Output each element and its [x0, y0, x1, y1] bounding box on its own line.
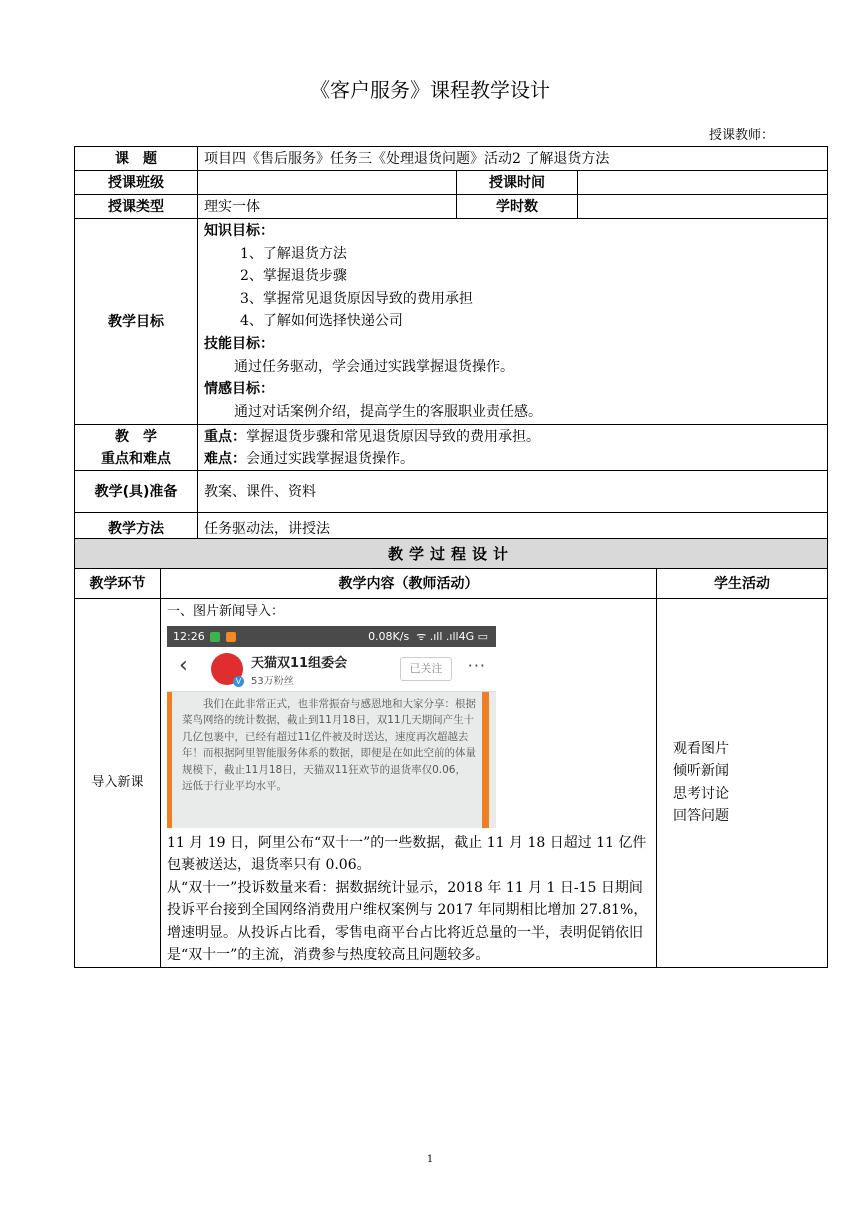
keypoints-label — [75, 425, 198, 471]
keypoints-cell — [198, 425, 828, 471]
knowledge-item: 1、了解退货方法 — [240, 245, 347, 262]
student-activity: 倾听新闻 — [673, 763, 729, 780]
hours-label: 学时数 — [457, 195, 578, 219]
topic-label: 课 题 — [75, 147, 198, 171]
emotion-text: 通过对话案例介绍，提高学生的客服职业责任感。 — [234, 403, 542, 420]
fans-count: 53万粉丝 — [251, 675, 294, 687]
knowledge-item: 3、掌握常见退货原因导致的费用承担 — [240, 290, 473, 307]
back-icon[interactable]: ‹ — [179, 652, 188, 678]
account-name: 天猫双11组委会 — [251, 655, 348, 671]
follow-button[interactable]: 已关注 — [400, 657, 452, 681]
type-label: 授课类型 — [75, 195, 198, 219]
method-value: 任务驱动法，讲授法 — [198, 513, 828, 545]
keypoints-label-line1: 教 学 — [115, 428, 157, 445]
knowledge-item: 4、了解如何选择快递公司 — [240, 313, 403, 330]
objectives-label: 教学目标 — [75, 219, 198, 425]
process-banner: 教学过程设计 — [75, 539, 828, 569]
course-info-table — [74, 146, 828, 545]
teacher-label: 授课教师： — [708, 128, 774, 143]
time-label: 授课时间 — [457, 171, 578, 195]
difficulty-head: 难点： — [204, 450, 246, 467]
topic-value: 项目四《售后服务》任务三《处理退货问题》活动2 了解退货方法 — [198, 147, 828, 171]
account-header — [167, 647, 496, 692]
col-student-header: 学生活动 — [657, 569, 828, 599]
student-activity: 思考讨论 — [673, 785, 729, 802]
col-stage-header: 教学环节 — [75, 569, 161, 599]
content-cell — [161, 599, 657, 968]
news-paragraph-2: 从“双十一”投诉数量来看：据数据统计显示，2018 年 11 月 1 日-15 日期间投诉平台接到全国网络消费用户维权案例与 2017 年同期相比增加 27.81%，增速明显。从投诉占比看，零售电商平台占比将近总量的一半，表明促销依旧是“双十一”的主流，消费参与热度较高且问题较多。 — [167, 879, 648, 963]
post-text: 我们在此非常正式，也非常振奋与感恩地和大家分享：根据菜鸟网络的统计数据，截止到11月18日，双11几天期间产生十几亿包裹中，已经有超过11亿件被及时送达，速度再次超越去年！而根据阿里智能服务体系的数据，即便是在如此空前的体量规模下，截止11月18日，天猫双11狂欢节的退货率仅0.06，远低于行业平均水平。 — [182, 697, 476, 792]
status-time: 12:26 — [173, 629, 205, 643]
news-screenshot — [167, 626, 496, 828]
skill-head: 技能目标： — [204, 335, 274, 352]
difficulty-text: 会通过实践掌握退货操作。 — [246, 450, 414, 467]
intro-line: 一、图片新闻导入： — [167, 604, 285, 619]
emotion-head: 情感目标： — [204, 381, 274, 398]
knowledge-item: 2、掌握退货步骤 — [240, 268, 347, 285]
signal-icon: ᯤ .ıll .ıll4G ▭ — [416, 629, 488, 643]
stage-cell: 导入新课 — [75, 599, 161, 968]
student-activity: 观看图片 — [673, 740, 729, 757]
method-label: 教学方法 — [75, 513, 198, 545]
class-label: 授课班级 — [75, 171, 198, 195]
verified-icon: V — [233, 676, 244, 687]
type-value: 理实一体 — [198, 195, 457, 219]
post-body — [167, 692, 489, 828]
student-cell — [657, 599, 828, 968]
key-head: 重点： — [204, 428, 246, 445]
teaching-process-table — [74, 538, 828, 968]
key-text: 掌握退货步骤和常见退货原因导致的费用承担。 — [246, 428, 540, 445]
document-title: 《客户服务》课程教学设计 — [310, 78, 550, 102]
net-speed: 0.08K/s — [368, 629, 410, 643]
status-bar — [167, 626, 496, 647]
class-value — [198, 171, 457, 195]
objectives-cell — [198, 219, 828, 425]
app-notification-icon — [226, 632, 236, 642]
hours-value — [578, 195, 828, 219]
prep-label: 教学(具)准备 — [75, 471, 198, 513]
keypoints-label-line2: 重点和难点 — [101, 450, 171, 467]
student-activity: 回答问题 — [673, 808, 729, 825]
more-icon[interactable]: ··· — [467, 655, 486, 675]
news-paragraph-1: 11 月 19 日，阿里公布“双十一”的一些数据，截止 11 月 18 日超过 11 亿件包裹被送达，退货率只有 0.06。 — [167, 834, 647, 873]
skill-text: 通过任务驱动，学会通过实践掌握退货操作。 — [234, 358, 514, 375]
page-number: 1 — [426, 1154, 434, 1165]
knowledge-head: 知识目标： — [204, 223, 274, 239]
col-content-header: 教学内容（教师活动） — [161, 569, 657, 599]
prep-value: 教案、课件、资料 — [198, 471, 828, 513]
wechat-icon — [210, 632, 220, 642]
time-value — [578, 171, 828, 195]
